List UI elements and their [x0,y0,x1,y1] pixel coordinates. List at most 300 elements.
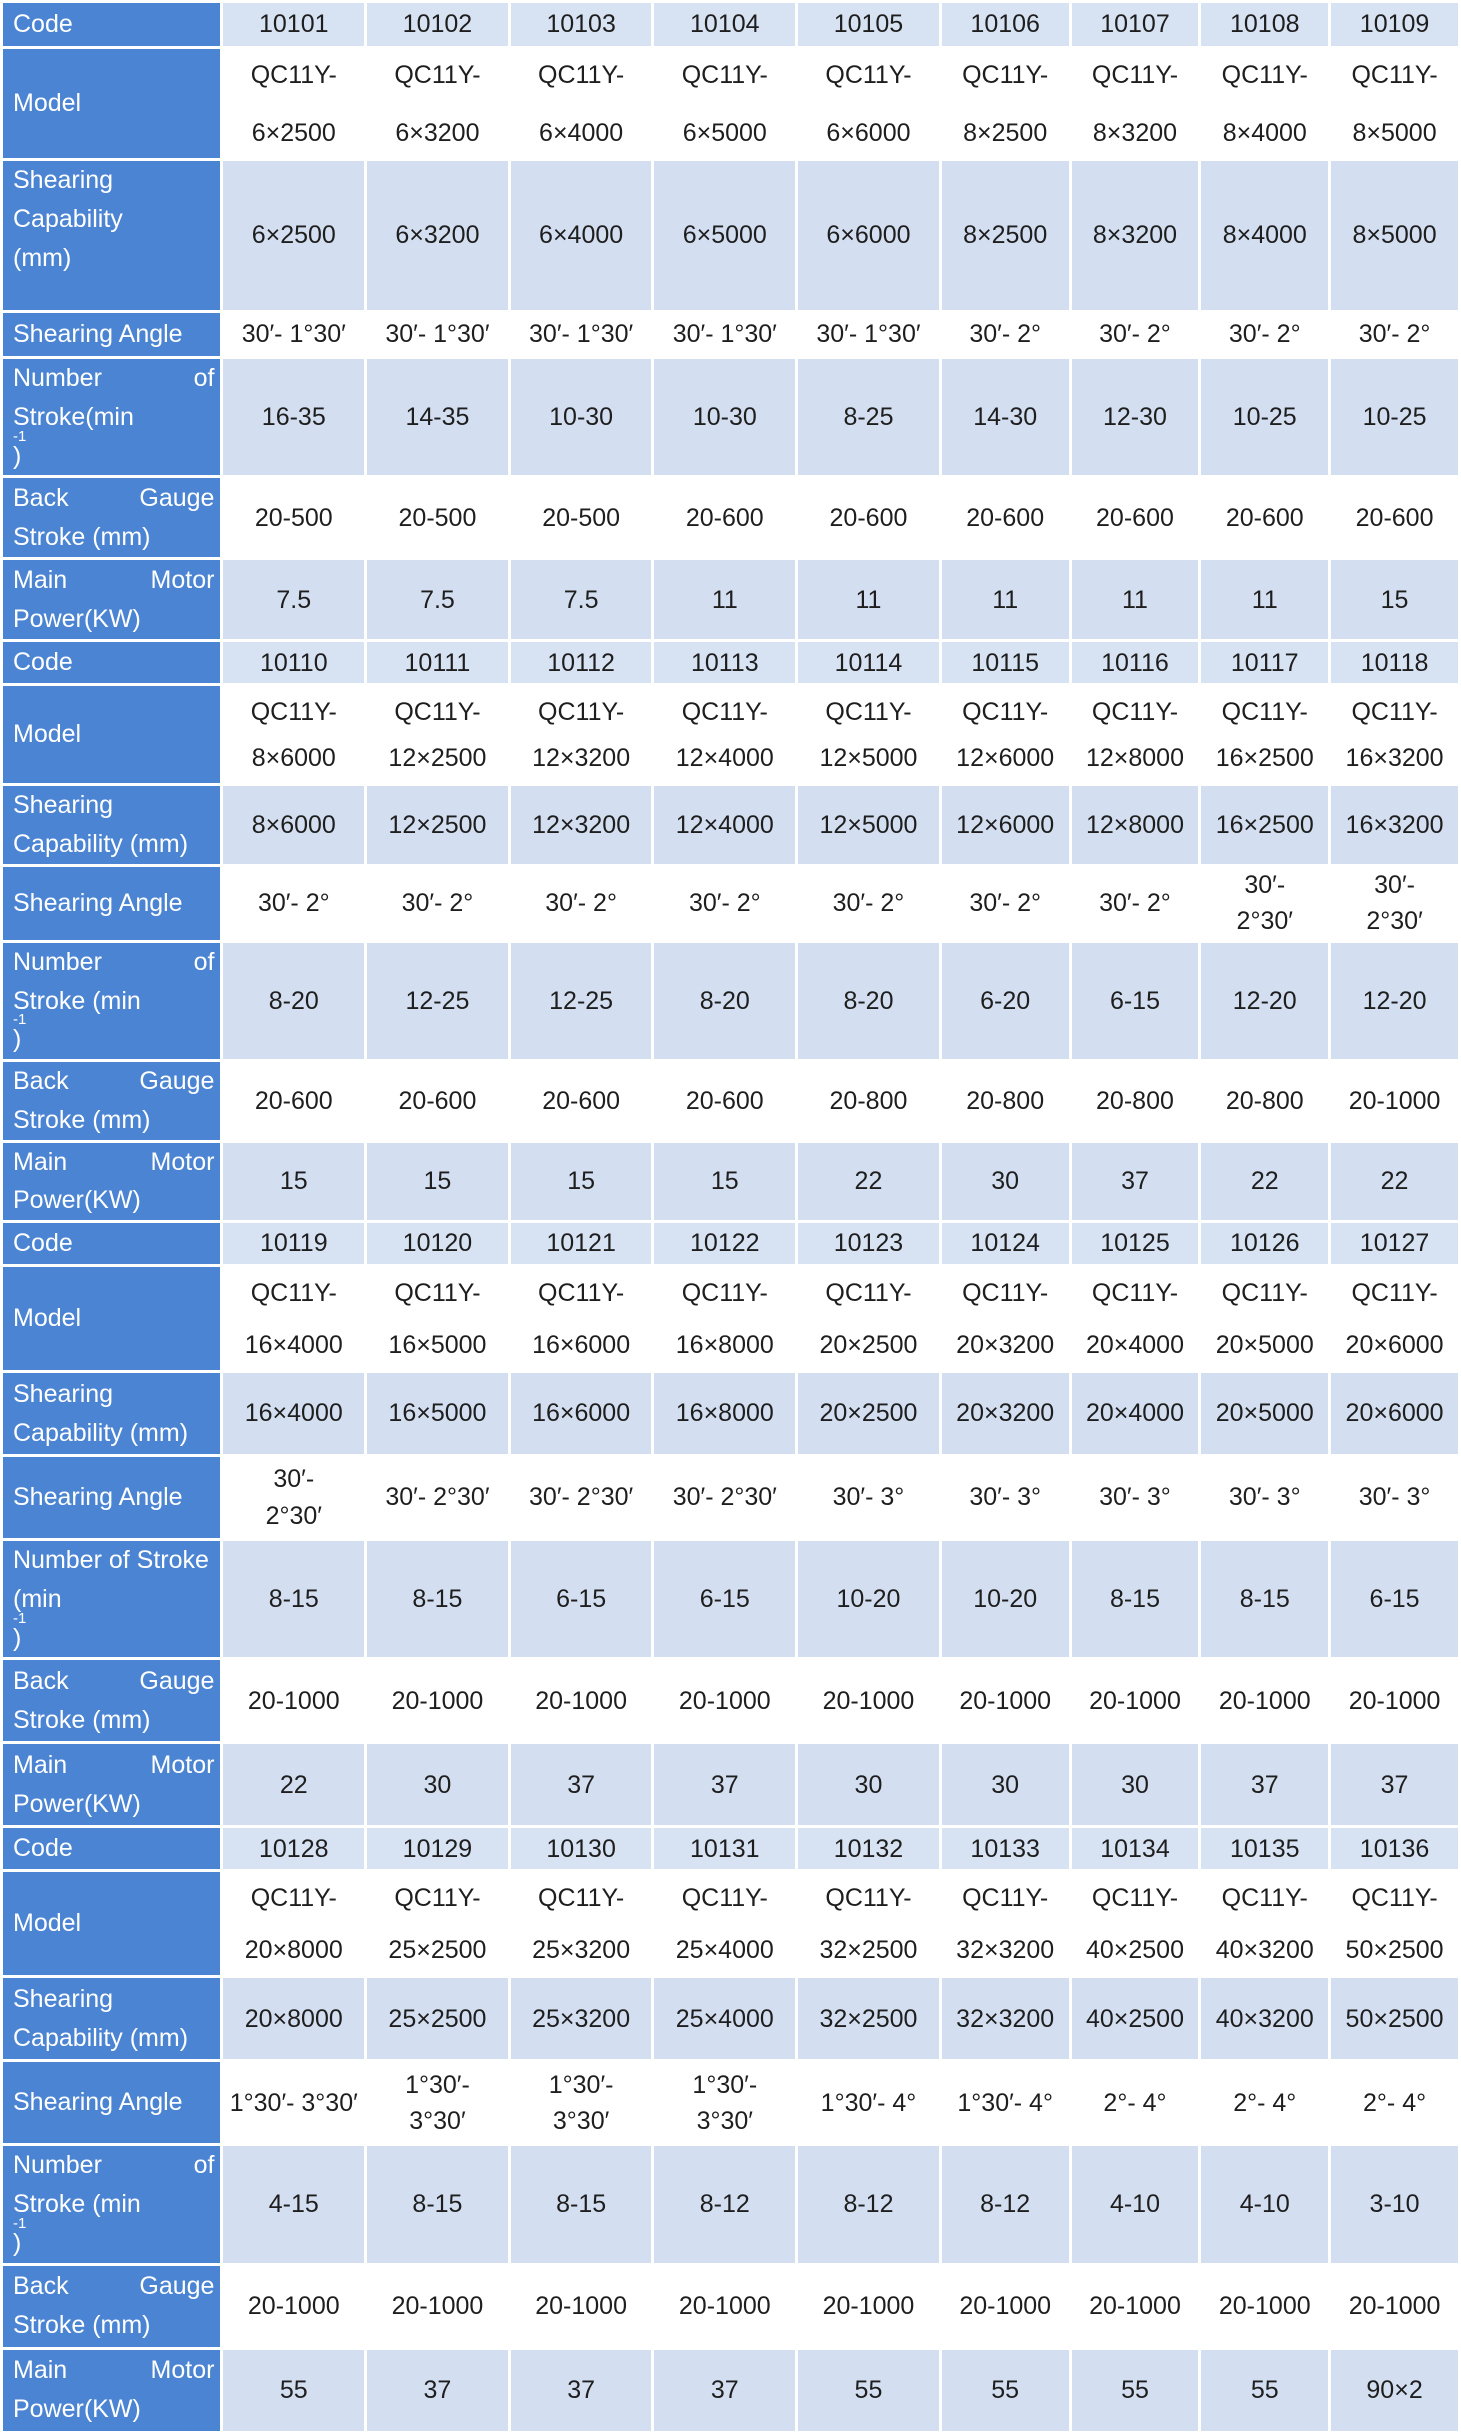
back-gauge-stroke-cell: 20-1000 [653,1659,797,1743]
back-gauge-stroke-cell: 20-800 [797,1061,941,1142]
code-cell: 10116 [1070,641,1200,685]
label-line: Number of [13,2151,215,2180]
main-motor-power-label [2,1743,222,1827]
shearing-angle-cell: 30′- 1°30′ [509,312,653,358]
shearing-capability-label [2,785,222,866]
shearing-angle-cell: 30′- 2° [509,865,653,941]
number-of-stroke-cell: 6-15 [509,1540,653,1659]
model-prefix: QC11Y- [1091,1279,1179,1307]
model-size: 12×3200 [532,744,631,772]
shearing-angle-cell: 1°30′- 4° [797,2061,941,2145]
model-cell-content [1201,49,1328,155]
shearing-angle-label: Shearing Angle [2,2061,222,2145]
model-cell [797,48,941,160]
table-row [2,685,1460,785]
back-gauge-stroke-cell: 20-1000 [509,2264,653,2348]
back-gauge-stroke-cell: 20-600 [653,1061,797,1142]
code-cell: 10106 [940,2,1070,48]
model-cell-content [1331,1267,1458,1367]
model-size: 6×4000 [539,118,624,147]
model-cell-content [942,1872,1069,1972]
model-size: 12×5000 [819,744,918,772]
shearing-angle-cell: 30′- 1°30′ [653,312,797,358]
number-of-stroke-label [2,941,222,1060]
model-prefix: QC11Y- [250,1279,337,1307]
model-prefix: QC11Y- [962,1884,1049,1913]
label-line: Back Gauge [13,1667,215,1695]
model-prefix: QC11Y- [825,1884,912,1913]
table-row [2,641,1460,685]
code-cell: 10114 [797,641,941,685]
table-row [2,1540,1460,1659]
model-prefix: QC11Y- [681,1279,768,1307]
model-cell-content [654,1267,795,1367]
model-size: 16×5000 [388,1330,487,1359]
model-size: 16×3200 [1345,744,1444,772]
main-motor-power-cell: 37 [1070,1141,1200,1222]
label-line: Stroke (mm) [13,2311,151,2339]
model-prefix: QC11Y- [394,698,481,727]
shearing-angle-cell: 30′- 2° [940,312,1070,358]
model-prefix: QC11Y- [538,1279,625,1307]
number-of-stroke-cell: 8-15 [366,1540,510,1659]
main-motor-power-cell: 22 [1330,1141,1460,1222]
shearing-capability-cell: 6×4000 [509,160,653,312]
shearing-angle-cell: 30′- 2° [1070,865,1200,941]
shearing-angle-cell: 30′- 2°30′ [509,1456,653,1540]
model-cell-content [942,1267,1069,1367]
main-motor-power-cell: 15 [653,1141,797,1222]
model-cell-content [798,686,939,780]
number-of-stroke-cell: 8-15 [222,1540,366,1659]
model-cell [940,48,1070,160]
model-size: 12×8000 [1085,744,1184,772]
shearing-angle-cell: 30′- 2°30′ [366,1456,510,1540]
shearing-capability-cell: 16×2500 [1200,785,1330,866]
shearing-capability-cell: 20×5000 [1200,1372,1330,1456]
table-row [2,1871,1460,1977]
table-row [2,1372,1460,1456]
label-line: Main Motor [13,566,215,594]
shearing-angle-cell: 30′- 2°30′ [653,1456,797,1540]
model-cell-content [511,1267,652,1367]
shearing-capability-cell: 20×3200 [940,1372,1070,1456]
model-size: 16×4000 [244,1330,343,1359]
table-row [2,2145,1460,2264]
number-of-stroke-cell: 10-25 [1330,358,1460,477]
model-prefix: QC11Y- [1091,1884,1179,1913]
main-motor-power-cell: 7.5 [366,559,510,641]
model-cell-content [223,1267,364,1367]
model-size: 20×5000 [1215,1330,1314,1359]
model-size: 6×3200 [395,118,480,147]
model-size: 40×3200 [1215,1936,1314,1964]
model-size: 32×2500 [819,1936,918,1964]
table-row [2,1827,1460,1871]
table-row [2,559,1460,641]
model-cell-content [511,49,652,155]
model-prefix: QC11Y- [825,698,912,727]
number-of-stroke-cell: 12-25 [509,941,653,1060]
shearing-angle-cell [509,2061,653,2145]
model-cell [940,1266,1070,1372]
main-motor-power-cell: 7.5 [509,559,653,641]
main-motor-power-cell: 11 [797,559,941,641]
number-of-stroke-cell: 6-15 [653,1540,797,1659]
shearing-capability-cell: 25×2500 [366,1977,510,2061]
shearing-angle-cell: 30′- 1°30′ [222,312,366,358]
model-cell [509,685,653,785]
number-of-stroke-cell: 8-12 [653,2145,797,2264]
main-motor-power-cell: 7.5 [222,559,366,641]
model-size: 8×5000 [1352,118,1437,147]
model-cell [1200,48,1330,160]
code-cell: 10103 [509,2,653,48]
code-cell: 10125 [1070,1222,1200,1266]
model-cell [222,48,366,160]
shearing-capability-cell: 16×3200 [1330,785,1460,866]
model-prefix: QC11Y- [962,61,1049,89]
model-cell [222,685,366,785]
main-motor-power-cell: 15 [366,1141,510,1222]
label-line: Back Gauge [13,1067,215,1095]
model-cell [1330,685,1460,785]
model-cell-content [1331,686,1458,780]
label-line: Power(KW) [13,1789,141,1818]
shearing-angle-label: Shearing Angle [2,865,222,941]
model-cell-content [654,686,795,780]
model-prefix: QC11Y- [250,1884,337,1913]
code-cell: 10118 [1330,641,1460,685]
main-motor-power-cell: 22 [222,1743,366,1827]
model-cell [653,1871,797,1977]
model-cell [509,48,653,160]
label-line: Shearing [13,166,114,194]
model-prefix: QC11Y- [538,61,625,89]
number-of-stroke-cell: 8-12 [940,2145,1070,2264]
code-cell: 10110 [222,641,366,685]
back-gauge-stroke-label [2,1061,222,1142]
model-prefix: QC11Y- [394,1279,481,1307]
back-gauge-stroke-cell: 20-1000 [1330,1061,1460,1142]
shearing-angle-cell: 1°30′- 4° [940,2061,1070,2145]
model-cell [366,48,510,160]
back-gauge-stroke-cell: 20-1000 [222,2264,366,2348]
model-size: 6×2500 [251,118,336,147]
number-of-stroke-cell: 8-12 [797,2145,941,2264]
code-cell: 10136 [1330,1827,1460,1871]
table-row [2,1659,1460,1743]
shearing-capability-label [2,160,222,312]
model-prefix: QC11Y- [1351,1884,1438,1913]
shearing-capability-label [2,1372,222,1456]
cell-line: 2°30′ [1236,907,1293,936]
model-cell-content [1201,686,1328,780]
model-cell [366,1266,510,1372]
back-gauge-stroke-cell: 20-1000 [1330,2264,1460,2348]
model-cell [366,1871,510,1977]
code-cell: 10124 [940,1222,1070,1266]
table-row [2,2348,1460,2432]
number-of-stroke-cell: 8-20 [797,941,941,1060]
number-of-stroke-cell: 10-20 [797,1540,941,1659]
number-of-stroke-cell: 4-15 [222,2145,366,2264]
code-cell: 10107 [1070,2,1200,48]
model-size: 16×6000 [532,1330,631,1359]
shearing-capability-cell: 16×8000 [653,1372,797,1456]
code-cell: 10132 [797,1827,941,1871]
model-cell-content [223,1872,364,1972]
code-cell: 10133 [940,1827,1070,1871]
shearing-capability-cell: 40×2500 [1070,1977,1200,2061]
back-gauge-stroke-cell: 20-600 [1200,477,1330,559]
cell-line: 3°30′ [409,2106,466,2135]
code-cell: 10126 [1200,1222,1330,1266]
shearing-angle-cell: 30′- 3° [1070,1456,1200,1540]
back-gauge-stroke-cell: 20-1000 [797,1659,941,1743]
shearing-angle-cell: 30′- 2° [1070,312,1200,358]
model-cell-content [223,686,364,780]
main-motor-power-cell: 30 [797,1743,941,1827]
main-motor-power-cell: 22 [797,1141,941,1222]
code-cell: 10101 [222,2,366,48]
model-size: 25×3200 [532,1936,631,1964]
label-line: Shearing [13,791,114,820]
label-line: Shearing [13,1379,114,1408]
model-size: 12×6000 [956,744,1055,772]
model-cell [653,685,797,785]
cell-line: 30′- [273,1465,315,1494]
back-gauge-stroke-cell: 20-1000 [797,2264,941,2348]
code-cell: 10108 [1200,2,1330,48]
model-prefix: QC11Y- [250,61,337,89]
shearing-capability-cell: 32×2500 [797,1977,941,2061]
model-prefix: QC11Y- [1221,1279,1308,1307]
model-prefix: QC11Y- [1351,61,1438,89]
shearing-capability-cell: 16×5000 [366,1372,510,1456]
table-row [2,865,1460,941]
cell-line: 3°30′ [552,2106,610,2135]
back-gauge-stroke-label [2,477,222,559]
label-line: Capability (mm) [13,1418,189,1447]
cell-line: 2°30′ [265,1501,322,1530]
model-cell-content [367,49,508,155]
model-size: 16×8000 [675,1330,774,1359]
table-row [2,1222,1460,1266]
code-cell: 10120 [366,1222,510,1266]
model-cell-content [798,1872,939,1972]
number-of-stroke-cell: 14-35 [366,358,510,477]
model-cell [366,685,510,785]
back-gauge-stroke-cell: 20-500 [509,477,653,559]
code-cell: 10135 [1200,1827,1330,1871]
table-row [2,358,1460,477]
shearing-angle-cell [1200,865,1330,941]
model-cell [1070,1871,1200,1977]
code-label: Code [2,1827,222,1871]
label-line: Stroke (min -1 ) [13,2190,141,2257]
table-row [2,1061,1460,1142]
shearing-angle-label: Shearing Angle [2,312,222,358]
shearing-angle-cell [653,2061,797,2145]
shearing-angle-cell: 30′- 2° [366,865,510,941]
model-cell-content [367,686,508,780]
main-motor-power-cell: 30 [1070,1743,1200,1827]
back-gauge-stroke-cell: 20-600 [509,1061,653,1142]
model-cell-content [1072,686,1199,780]
model-size: 20×2500 [819,1330,918,1359]
cell-line: 2°30′ [1366,907,1423,936]
shearing-capability-cell: 12×3200 [509,785,653,866]
main-motor-power-cell: 30 [940,1141,1070,1222]
back-gauge-stroke-cell: 20-600 [1070,477,1200,559]
model-size: 25×2500 [388,1936,487,1964]
main-motor-power-cell: 37 [366,2348,510,2432]
shearing-capability-cell: 40×3200 [1200,1977,1330,2061]
model-cell-content [798,1267,939,1367]
model-label: Model [2,1871,222,1977]
shearing-angle-cell: 30′- 2° [1330,312,1460,358]
label-line: Back Gauge [13,484,215,512]
shearing-capability-cell: 20×4000 [1070,1372,1200,1456]
model-cell-content [1072,1267,1199,1367]
number-of-stroke-cell: 6-15 [1330,1540,1460,1659]
table-row [2,312,1460,358]
shearing-angle-label: Shearing Angle [2,1456,222,1540]
shearing-capability-cell: 6×3200 [366,160,510,312]
shearing-angle-cell: 30′- 2° [797,865,941,941]
shearing-angle-cell: 30′- 3° [1200,1456,1330,1540]
model-cell [797,685,941,785]
main-motor-power-cell: 11 [1070,559,1200,641]
shearing-angle-cell: 30′- 2° [222,865,366,941]
model-size: 50×2500 [1345,1936,1444,1964]
model-cell-content [1331,1872,1458,1972]
cell-line: 1°30′- [548,2070,614,2099]
number-of-stroke-cell: 6-20 [940,941,1070,1060]
shearing-capability-cell: 12×4000 [653,785,797,866]
number-of-stroke-cell: 10-25 [1200,358,1330,477]
shearing-angle-cell: 2°- 4° [1200,2061,1330,2145]
model-size: 20×8000 [244,1936,343,1964]
back-gauge-stroke-cell: 20-500 [222,477,366,559]
code-cell: 10105 [797,2,941,48]
model-prefix: QC11Y- [394,1884,481,1913]
code-cell: 10111 [366,641,510,685]
shearing-capability-cell: 25×3200 [509,1977,653,2061]
label-line: Power(KW) [13,604,141,633]
model-cell [1070,685,1200,785]
back-gauge-stroke-cell: 20-1000 [940,1659,1070,1743]
code-cell: 10127 [1330,1222,1460,1266]
shearing-capability-cell: 12×2500 [366,785,510,866]
model-prefix: QC11Y- [394,61,481,89]
back-gauge-stroke-cell: 20-1000 [653,2264,797,2348]
shearing-angle-cell: 30′- 3° [1330,1456,1460,1540]
model-prefix: QC11Y- [681,698,768,727]
model-prefix: QC11Y- [1351,698,1438,727]
back-gauge-stroke-cell: 20-1000 [366,1659,510,1743]
cell-line: 30′- [1244,871,1286,899]
table-row [2,48,1460,160]
main-motor-power-cell: 37 [653,2348,797,2432]
main-motor-power-cell: 55 [1200,2348,1330,2432]
code-cell: 10129 [366,1827,510,1871]
back-gauge-stroke-cell: 20-800 [1200,1061,1330,1142]
shearing-capability-label [2,1977,222,2061]
shearing-capability-cell: 32×3200 [940,1977,1070,2061]
model-cell-content [1331,49,1458,155]
code-label: Code [2,641,222,685]
shearing-angle-cell: 30′- 1°30′ [797,312,941,358]
model-cell [1070,1266,1200,1372]
main-motor-power-label [2,2348,222,2432]
label-line: Number of [13,947,215,976]
code-cell: 10131 [653,1827,797,1871]
main-motor-power-cell: 15 [509,1141,653,1222]
number-of-stroke-cell: 8-15 [1070,1540,1200,1659]
model-cell-content [1072,49,1199,155]
cell-line: 1°30′- [405,2070,470,2099]
model-size: 12×4000 [675,744,774,772]
shearing-capability-cell: 6×6000 [797,160,941,312]
back-gauge-stroke-cell: 20-1000 [1070,1659,1200,1743]
shearing-capability-cell: 8×2500 [940,160,1070,312]
model-cell [222,1871,366,1977]
shearing-capability-cell: 12×8000 [1070,785,1200,866]
main-motor-power-label [2,559,222,641]
number-of-stroke-cell: 8-20 [222,941,366,1060]
model-size: 6×5000 [682,118,767,147]
specification-table-body [2,2,1460,2433]
label-line: Stroke (mm) [13,522,151,551]
code-cell: 10102 [366,2,510,48]
model-cell-content [654,49,795,155]
back-gauge-stroke-cell: 20-500 [366,477,510,559]
main-motor-power-cell: 11 [1200,559,1330,641]
code-cell: 10112 [509,641,653,685]
label-line: Capability [13,204,123,233]
table-row [2,2264,1460,2348]
model-size: 8×2500 [963,118,1048,147]
model-prefix: QC11Y- [1221,1884,1308,1913]
model-cell [1200,1266,1330,1372]
model-cell [1070,48,1200,160]
model-cell-content [942,686,1069,780]
number-of-stroke-label [2,358,222,477]
back-gauge-stroke-cell: 20-1000 [366,2264,510,2348]
back-gauge-stroke-cell: 20-800 [1070,1061,1200,1142]
shearing-capability-cell: 8×5000 [1330,160,1460,312]
shearing-capability-cell: 20×8000 [222,1977,366,2061]
main-motor-power-cell: 11 [940,559,1070,641]
model-size: 20×6000 [1345,1330,1444,1359]
label-line: Number of [13,364,215,392]
cell-line: 1°30′- [692,2070,758,2099]
back-gauge-stroke-cell: 20-1000 [1330,1659,1460,1743]
model-cell-content [223,49,364,155]
shearing-angle-cell: 2°- 4° [1330,2061,1460,2145]
label-line: Main Motor [13,1751,215,1779]
table-row [2,1266,1460,1372]
model-prefix: QC11Y- [681,1884,768,1913]
main-motor-power-cell: 22 [1200,1141,1330,1222]
code-cell: 10130 [509,1827,653,1871]
number-of-stroke-cell: 8-25 [797,358,941,477]
shearing-capability-cell: 12×6000 [940,785,1070,866]
main-motor-power-cell: 37 [1200,1743,1330,1827]
model-size: 32×3200 [956,1936,1055,1964]
